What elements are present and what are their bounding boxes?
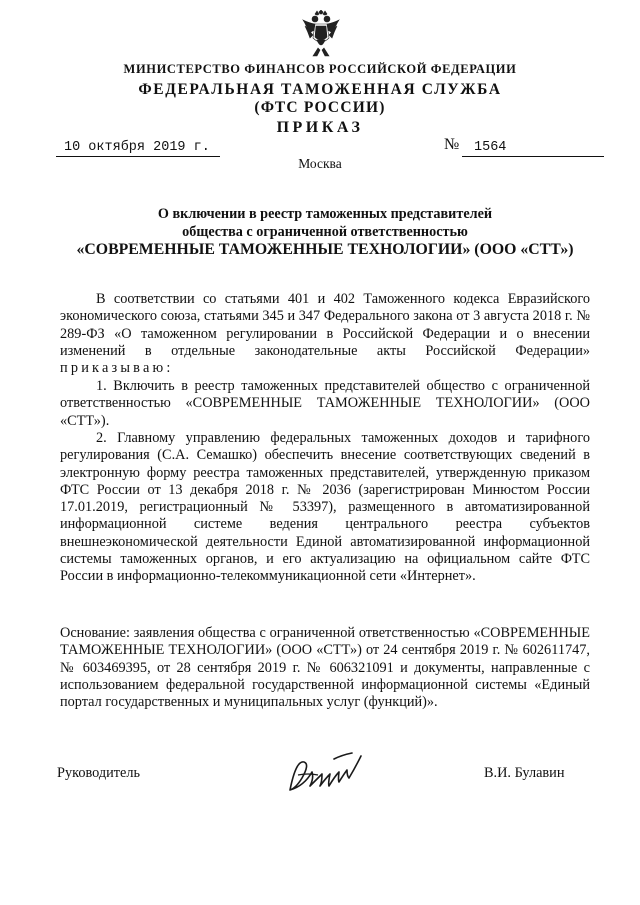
signatory-role: Руководитель — [57, 765, 141, 781]
preamble-text: В соответствии со статьями 401 и 402 Таможенного кодекса Евразийского экономического союза, статьями 345 и 347 Федерального закона от 3 августа 2018 г. № 289-ФЗ «О таможенном регулировании в Российской Федерации и о внесении изменений в отдельные законодательные акты Российской Федерации» — [60, 291, 590, 359]
clause-1: 1. Включить в реестр таможенных представителей общество с ограниченной ответственностью «СОВРЕМЕННЫЕ ТАМОЖЕННЫЕ ТЕХНОЛОГИИ» (ООО «СТТ»). — [60, 378, 590, 429]
double-headed-eagle-emblem-icon — [301, 10, 341, 58]
order-word: приказываю: — [60, 360, 174, 377]
heading-line-3: «СОВРЕМЕННЫЕ ТАМОЖЕННЫЕ ТЕХНОЛОГИИ» (ООО «СТТ») — [76, 241, 574, 258]
order-heading — [60, 205, 590, 259]
preamble-paragraph — [60, 291, 590, 377]
basis-paragraph: Основание: заявления общества с ограниченной ответственностью «СОВРЕМЕННЫЕ ТАМОЖЕННЫЕ ТЕХНОЛОГИИ» (ООО «СТТ») от 24 сентября 2019 г. № 602611747, № 603469395, от 28 сентября 2019 г. № 606321091 и документы, направленные с использованием федеральной государственной информационной системы «Единый портал государственных и муниципальных услуг (функций)». — [60, 625, 590, 711]
signatory-name: В.И. Булавин — [484, 765, 565, 781]
service-name: ФЕДЕРАЛЬНАЯ ТАМОЖЕННАЯ СЛУЖБА — [138, 81, 502, 98]
service-abbreviation: (ФТС РОССИИ) — [254, 99, 386, 116]
clause-2: 2. Главному управлению федеральных таможенных доходов и тарифного регулирования (С.А. Семашко) обеспечить внесение соответствующих сведений в электронную форму реестра таможенных представителей, утвержденную приказом ФТС России от 13 декабря 2018 г. № 2036 (зарегистрирован Минюстом России 17.01.2019, регистрационный № 53397), размещенного в автоматизированной информационной системе ведения центрального реестра субъектов внешнеэкономической деятельности Единой автоматизированной информационной системы таможенных органов, и его актуализацию на официальном сайте ФТС России в информационно-телекоммуникационной сети «Интернет». — [60, 430, 590, 585]
order-number: 1564 — [462, 139, 604, 157]
document-type-title: ПРИКАЗ — [276, 119, 364, 136]
heading-line-2: общества с ограниченной ответственностью — [182, 224, 468, 240]
ministry-name: МИНИСТЕРСТВО ФИНАНСОВ РОССИЙСКОЙ ФЕДЕРАЦИИ — [123, 62, 517, 76]
city: Москва — [298, 156, 342, 171]
number-sign: № — [444, 136, 460, 153]
handwritten-signature — [280, 745, 390, 805]
order-date: 10 октября 2019 г. — [56, 139, 220, 157]
heading-line-1: О включении в реестр таможенных представителей — [157, 206, 493, 222]
